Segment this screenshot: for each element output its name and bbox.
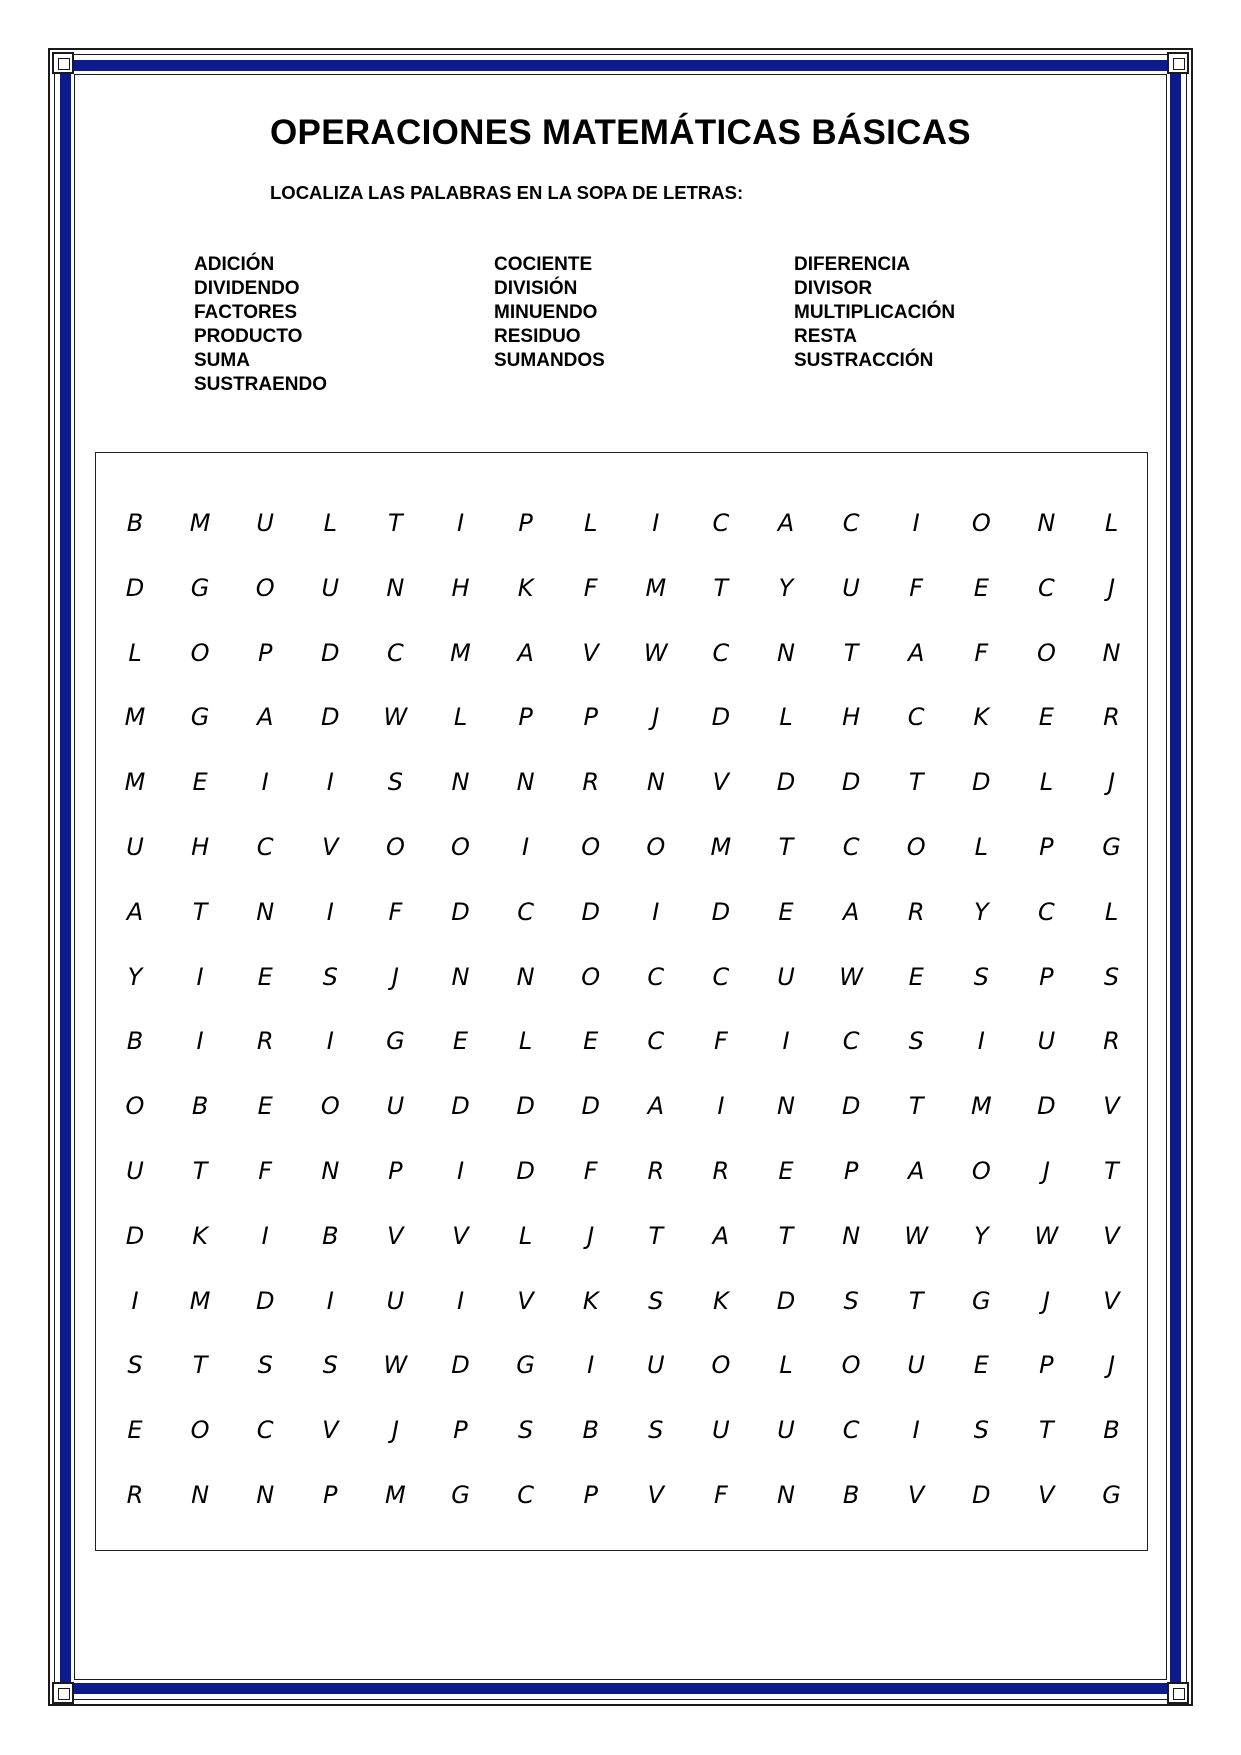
grid-letter[interactable]: U (321, 573, 340, 602)
grid-letter[interactable]: V (1103, 1092, 1120, 1121)
grid-letter[interactable]: E (127, 1416, 143, 1445)
grid-letter[interactable]: C (387, 638, 404, 667)
grid-letter[interactable]: K (713, 1286, 729, 1315)
grid-letter[interactable]: D (516, 1092, 535, 1121)
grid-letter[interactable]: J (1042, 1286, 1050, 1315)
grid-letter[interactable]: F (258, 1157, 273, 1185)
grid-letter[interactable]: O (581, 833, 601, 861)
grid-letter[interactable]: I (196, 962, 204, 991)
grid-letter[interactable]: C (712, 638, 730, 667)
grid-letter[interactable]: Y (973, 1221, 989, 1250)
grid-letter[interactable]: I (977, 1027, 985, 1056)
grid-letter[interactable]: U (842, 573, 860, 602)
grid-letter[interactable]: L (1039, 768, 1054, 797)
word-item: PRODUCTO (194, 326, 303, 347)
grid-letter[interactable]: R (582, 768, 600, 797)
grid-letter[interactable]: J (1042, 1157, 1050, 1185)
grid-letter[interactable]: Y (973, 897, 989, 926)
grid-letter[interactable]: O (906, 833, 926, 861)
grid-letter[interactable]: M (124, 768, 146, 797)
grid-letter[interactable]: L (1104, 897, 1119, 926)
grid-letter[interactable]: C (256, 1416, 274, 1445)
grid-letter[interactable]: I (522, 833, 530, 861)
grid-letter[interactable]: I (326, 1286, 334, 1315)
grid-letter[interactable]: D (972, 768, 991, 797)
grid-letter[interactable]: R (1103, 1027, 1120, 1056)
grid-letter[interactable]: T (192, 1351, 208, 1380)
grid-letter[interactable]: N (777, 1481, 795, 1509)
grid-letter[interactable]: B (1103, 1416, 1120, 1445)
grid-letter[interactable]: J (652, 703, 660, 732)
grid-letter[interactable]: K (582, 1286, 599, 1315)
grid-letter[interactable]: P (1039, 833, 1054, 861)
grid-letter[interactable]: U (777, 1416, 795, 1445)
grid-letter[interactable]: C (842, 509, 860, 537)
grid-letter[interactable]: L (518, 1027, 533, 1056)
grid-letter[interactable]: L (974, 833, 988, 861)
grid-letter[interactable]: B (191, 1092, 209, 1121)
grid-letter[interactable]: O (841, 1351, 861, 1380)
grid-letter[interactable]: J (391, 1416, 399, 1445)
grid-letter[interactable]: N (516, 768, 535, 797)
grid-letter[interactable]: D (711, 897, 731, 926)
grid-letter[interactable]: R (126, 1481, 144, 1509)
grid-letter[interactable]: G (1102, 833, 1121, 861)
grid-letter[interactable]: F (974, 638, 989, 667)
grid-letter[interactable]: T (192, 1157, 208, 1185)
grid-letter[interactable]: E (908, 962, 924, 991)
grid-letter[interactable]: S (648, 1286, 664, 1315)
grid-letter[interactable]: C (907, 703, 925, 732)
grid-letter[interactable]: G (386, 1027, 405, 1056)
grid-letter[interactable]: N (777, 1092, 795, 1121)
grid-letter[interactable]: I (131, 1286, 139, 1315)
grid-letter[interactable]: U (126, 1157, 144, 1185)
grid-letter[interactable]: N (1102, 638, 1121, 667)
grid-letter[interactable]: C (647, 962, 665, 991)
grid-letter[interactable]: B (322, 1221, 339, 1250)
word-list-column-2 (494, 253, 605, 373)
grid-letter[interactable]: U (907, 1351, 925, 1380)
grid-letter[interactable]: P (257, 638, 273, 667)
grid-letter[interactable]: P (1039, 962, 1054, 991)
grid-letter[interactable]: J (1107, 1351, 1116, 1380)
grid-letter[interactable]: W (839, 962, 863, 991)
grid-letter[interactable]: R (647, 1157, 665, 1185)
grid-letter[interactable]: I (912, 1416, 920, 1445)
grid-letter[interactable]: E (257, 1092, 273, 1121)
grid-letter[interactable]: B (126, 509, 144, 537)
grid-letter[interactable]: A (907, 1157, 925, 1185)
grid-letter[interactable]: E (778, 897, 794, 926)
grid-letter[interactable]: O (385, 833, 405, 861)
grid-letter[interactable]: P (453, 1416, 468, 1445)
word-item: ADICIÓN (194, 254, 275, 275)
grid-letter[interactable]: F (583, 573, 598, 602)
grid-letter[interactable]: O (711, 1351, 731, 1380)
grid-letter[interactable]: O (190, 638, 210, 667)
grid-letter[interactable]: B (582, 1416, 599, 1445)
grid-letter[interactable]: I (652, 897, 660, 926)
grid-letter[interactable]: T (778, 1221, 794, 1250)
grid-letter[interactable]: C (842, 1416, 860, 1445)
grid-letter[interactable]: A (777, 509, 795, 537)
grid-letter[interactable]: A (126, 897, 144, 926)
grid-letter[interactable]: P (583, 1481, 598, 1509)
grid-letter[interactable]: O (581, 962, 601, 991)
grid-letter[interactable]: C (517, 1481, 534, 1509)
grid-letter[interactable]: P (583, 703, 598, 732)
grid-letter[interactable]: H (451, 573, 470, 602)
grid-letter[interactable]: M (710, 833, 732, 861)
grid-letter[interactable]: U (386, 1286, 405, 1315)
grid-letter[interactable]: V (582, 638, 599, 667)
grid-letter[interactable]: U (256, 509, 274, 537)
grid-letter[interactable]: M (450, 638, 471, 667)
grid-letter[interactable]: L (453, 703, 468, 732)
grid-letter[interactable]: K (192, 1221, 208, 1250)
grid-letter[interactable]: W (383, 703, 408, 732)
grid-letter[interactable]: P (843, 1157, 859, 1185)
grid-letter[interactable]: E (192, 768, 208, 797)
grid-letter[interactable]: T (1039, 1416, 1054, 1445)
grid-letter[interactable]: I (456, 1157, 465, 1185)
grid-letter[interactable]: P (518, 703, 533, 732)
grid-letter[interactable]: W (1034, 1221, 1059, 1250)
grid-letter[interactable]: I (912, 509, 920, 537)
grid-letter[interactable]: R (256, 1027, 274, 1056)
grid-letter[interactable]: A (907, 638, 925, 667)
grid-letter[interactable]: A (712, 1221, 730, 1250)
grid-letter[interactable]: V (387, 1221, 404, 1250)
grid-letter[interactable]: Y (127, 962, 143, 991)
grid-letter[interactable]: N (1037, 509, 1056, 537)
grid-letter[interactable]: I (782, 1027, 790, 1056)
grid-letter[interactable]: B (842, 1481, 860, 1509)
word-item: MINUENDO (494, 302, 598, 323)
grid-letter[interactable]: N (386, 573, 405, 602)
grid-letter[interactable]: G (971, 1286, 991, 1315)
grid-letter[interactable]: D (125, 573, 145, 602)
grid-letter[interactable]: C (256, 833, 274, 861)
grid-letter[interactable]: V (907, 1481, 925, 1509)
grid-letter[interactable]: F (713, 1027, 728, 1056)
grid-letter[interactable]: D (711, 703, 731, 732)
grid-letter[interactable]: L (518, 1221, 533, 1250)
grid-letter[interactable]: T (388, 509, 403, 537)
grid-letter[interactable]: J (1107, 573, 1116, 602)
grid-letter[interactable]: R (907, 897, 925, 926)
grid-letter[interactable]: F (583, 1157, 598, 1185)
instructions-text: LOCALIZA LAS PALABRAS EN LA SOPA DE LETRAS: (270, 182, 744, 203)
grid-letter[interactable]: V (712, 768, 730, 797)
grid-letter[interactable]: W (643, 638, 668, 667)
grid-letter[interactable]: E (257, 962, 273, 991)
grid-letter[interactable]: O (190, 1416, 210, 1445)
grid-letter[interactable]: N (516, 962, 535, 991)
grid-letter[interactable]: I (456, 509, 465, 537)
grid-letter[interactable]: F (713, 1481, 728, 1509)
grid-letter[interactable]: Y (778, 573, 794, 602)
word-list-column-1 (194, 253, 327, 397)
grid-letter[interactable]: P (388, 1157, 403, 1185)
word-item: RESIDUO (494, 326, 581, 347)
grid-letter[interactable]: V (647, 1481, 664, 1509)
grid-letter[interactable]: P (323, 1481, 338, 1509)
grid-letter[interactable]: T (908, 1286, 924, 1315)
grid-letter[interactable]: C (842, 833, 860, 861)
grid-letter[interactable]: P (518, 509, 533, 537)
word-item: RESTA (794, 326, 857, 347)
grid-letter[interactable]: S (127, 1351, 143, 1380)
grid-letter[interactable]: E (973, 573, 989, 602)
grid-letter[interactable]: N (777, 638, 795, 667)
grid-letter[interactable]: O (646, 833, 666, 861)
grid-letter[interactable]: E (778, 1157, 794, 1185)
grid-letter[interactable]: I (587, 1351, 595, 1380)
grid-letter[interactable]: D (972, 1481, 991, 1509)
grid-letter[interactable]: D (125, 1221, 145, 1250)
grid-letter[interactable]: L (584, 509, 598, 537)
grid-letter[interactable]: C (517, 897, 534, 926)
word-item: SUMA (194, 350, 250, 371)
grid-letter[interactable]: R (712, 1157, 730, 1185)
grid-letter[interactable]: T (192, 897, 208, 926)
grid-letter[interactable]: S (517, 1416, 534, 1445)
grid-letter[interactable]: R (1103, 703, 1120, 732)
grid-letter[interactable]: V (1103, 1286, 1120, 1315)
grid-letter[interactable]: D (451, 1092, 470, 1121)
grid-letter[interactable]: E (452, 1027, 469, 1056)
grid-letter[interactable]: L (1104, 509, 1119, 537)
grid-letter[interactable]: D (451, 897, 470, 926)
grid-letter[interactable]: U (386, 1092, 405, 1121)
word-search-box (95, 452, 1148, 1551)
grid-letter[interactable]: O (971, 509, 991, 537)
grid-letter[interactable]: T (713, 573, 729, 602)
grid-letter[interactable]: D (255, 1286, 275, 1315)
grid-letter[interactable]: J (1107, 768, 1116, 797)
grid-letter[interactable]: K (517, 573, 534, 602)
grid-letter[interactable]: A (517, 638, 534, 667)
grid-letter[interactable]: D (581, 897, 600, 926)
grid-letter[interactable]: K (973, 703, 990, 732)
word-item: DIVISOR (794, 278, 873, 299)
grid-letter[interactable]: E (583, 1027, 599, 1056)
grid-letter[interactable]: S (908, 1027, 924, 1056)
grid-letter[interactable]: T (648, 1221, 664, 1250)
corner-ornament-bottom-left (52, 1682, 74, 1704)
grid-letter[interactable]: C (1038, 573, 1055, 602)
grid-letter[interactable]: N (842, 1221, 861, 1250)
grid-letter[interactable]: N (451, 768, 470, 797)
page-title: OPERACIONES MATEMÁTICAS BÁSICAS (270, 113, 971, 152)
grid-letter[interactable]: T (778, 833, 794, 861)
grid-letter[interactable]: D (321, 638, 340, 667)
grid-letter[interactable]: O (125, 1092, 145, 1121)
corner-ornament-top-right (1167, 52, 1189, 74)
grid-letter[interactable]: D (321, 703, 340, 732)
grid-letter[interactable]: G (451, 1481, 470, 1509)
word-item: DIVISIÓN (494, 278, 578, 299)
grid-letter[interactable]: H (842, 703, 861, 732)
grid-letter[interactable]: N (256, 897, 275, 926)
grid-letter[interactable]: J (587, 1221, 595, 1250)
grid-letter[interactable]: O (971, 1157, 991, 1185)
grid-letter[interactable]: L (128, 638, 142, 667)
corner-ornament-top-left (52, 52, 74, 74)
grid-letter[interactable]: D (581, 1092, 600, 1121)
grid-letter[interactable]: L (779, 703, 793, 732)
grid-letter[interactable]: M (124, 703, 146, 732)
grid-letter[interactable]: S (387, 768, 403, 797)
grid-letter[interactable]: I (326, 768, 334, 797)
grid-letter[interactable]: M (189, 1286, 211, 1315)
grid-letter[interactable]: A (647, 1092, 664, 1121)
grid-letter[interactable]: G (190, 573, 210, 602)
grid-letter[interactable]: C (712, 509, 730, 537)
grid-letter[interactable]: G (516, 1351, 535, 1380)
grid-letter[interactable]: I (456, 1286, 465, 1315)
word-item: SUSTRAENDO (194, 374, 328, 395)
grid-letter[interactable]: M (645, 573, 667, 602)
grid-letter[interactable]: N (256, 1481, 275, 1509)
grid-letter[interactable]: U (647, 1351, 665, 1380)
grid-letter[interactable]: V (322, 1416, 339, 1445)
grid-letter[interactable]: S (973, 962, 989, 991)
grid-letter[interactable]: P (1039, 1351, 1054, 1380)
grid-letter[interactable]: U (712, 1416, 730, 1445)
grid-letter[interactable]: F (388, 897, 403, 926)
grid-letter[interactable]: I (717, 1092, 725, 1121)
grid-letter[interactable]: E (973, 1351, 989, 1380)
grid-letter[interactable]: W (904, 1221, 929, 1250)
grid-letter[interactable]: S (1103, 962, 1120, 991)
grid-letter[interactable]: I (326, 897, 334, 926)
grid-letter[interactable]: V (1103, 1221, 1120, 1250)
grid-letter[interactable]: I (326, 1027, 334, 1056)
grid-letter[interactable]: S (843, 1286, 859, 1315)
grid-letter[interactable]: N (321, 1157, 340, 1185)
grid-letter[interactable]: F (909, 573, 924, 602)
word-item: SUMANDOS (494, 350, 605, 371)
grid-letter[interactable]: V (517, 1286, 534, 1315)
grid-letter[interactable]: I (196, 1027, 204, 1056)
grid-letter[interactable]: L (323, 509, 337, 537)
grid-letter[interactable]: N (451, 962, 470, 991)
grid-letter[interactable]: A (842, 897, 860, 926)
grid-letter[interactable]: S (973, 1416, 989, 1445)
grid-letter[interactable]: S (257, 1351, 273, 1380)
grid-letter[interactable]: E (1038, 703, 1054, 732)
word-item: SUSTRACCIÓN (794, 350, 934, 371)
grid-letter[interactable]: D (841, 768, 861, 797)
grid-letter[interactable]: O (451, 833, 470, 861)
grid-letter[interactable]: D (776, 768, 796, 797)
word-list-column-3 (794, 253, 955, 373)
grid-letter[interactable]: I (261, 768, 269, 797)
grid-letter[interactable]: C (712, 962, 730, 991)
grid-letter[interactable]: H (191, 833, 210, 861)
grid-letter[interactable]: N (191, 1481, 210, 1509)
grid-letter[interactable]: O (1036, 638, 1056, 667)
grid-letter[interactable]: O (320, 1092, 340, 1121)
grid-letter[interactable]: S (322, 962, 338, 991)
grid-letter[interactable]: V (452, 1221, 469, 1250)
grid-letter[interactable]: G (1102, 1481, 1121, 1509)
grid-letter[interactable]: U (1037, 1027, 1056, 1056)
word-item: COCIENTE (494, 254, 593, 275)
grid-letter[interactable]: D (1037, 1092, 1056, 1121)
grid-letter[interactable]: D (776, 1286, 796, 1315)
grid-letter[interactable]: J (391, 962, 399, 991)
corner-ornament-bottom-right (1167, 1682, 1189, 1704)
grid-letter[interactable]: S (648, 1416, 664, 1445)
grid-letter[interactable]: V (322, 833, 339, 861)
grid-letter[interactable]: B (126, 1027, 144, 1056)
grid-letter[interactable]: D (451, 1351, 470, 1380)
grid-letter[interactable]: I (261, 1221, 269, 1250)
word-item: DIVIDENDO (194, 278, 300, 299)
grid-letter[interactable]: O (255, 573, 275, 602)
grid-letter[interactable]: D (516, 1157, 535, 1185)
grid-letter[interactable]: C (1038, 897, 1055, 926)
grid-letter[interactable]: C (647, 1027, 665, 1056)
grid-letter[interactable]: T (908, 1092, 924, 1121)
grid-letter[interactable]: M (189, 509, 211, 537)
grid-letter[interactable]: U (777, 962, 795, 991)
word-item: MULTIPLICACIÓN (794, 302, 956, 323)
grid-letter[interactable]: G (190, 703, 210, 732)
grid-letter[interactable]: A (256, 703, 274, 732)
grid-letter[interactable]: M (970, 1092, 992, 1121)
grid-letter[interactable]: V (1038, 1481, 1055, 1509)
grid-letter[interactable]: T (843, 638, 859, 667)
grid-letter[interactable]: S (322, 1351, 338, 1380)
grid-letter[interactable]: I (652, 509, 660, 537)
word-item: DIFERENCIA (794, 254, 911, 275)
grid-letter[interactable]: T (1104, 1157, 1119, 1185)
grid-letter[interactable]: T (908, 768, 924, 797)
word-item: FACTORES (194, 302, 298, 323)
grid-letter[interactable]: W (383, 1351, 408, 1380)
grid-letter[interactable]: L (779, 1351, 793, 1380)
grid-letter[interactable]: U (126, 833, 144, 861)
grid-letter[interactable]: C (842, 1027, 860, 1056)
grid-letter[interactable]: N (646, 768, 665, 797)
grid-letter[interactable]: M (385, 1481, 406, 1509)
grid-letter[interactable]: D (841, 1092, 861, 1121)
